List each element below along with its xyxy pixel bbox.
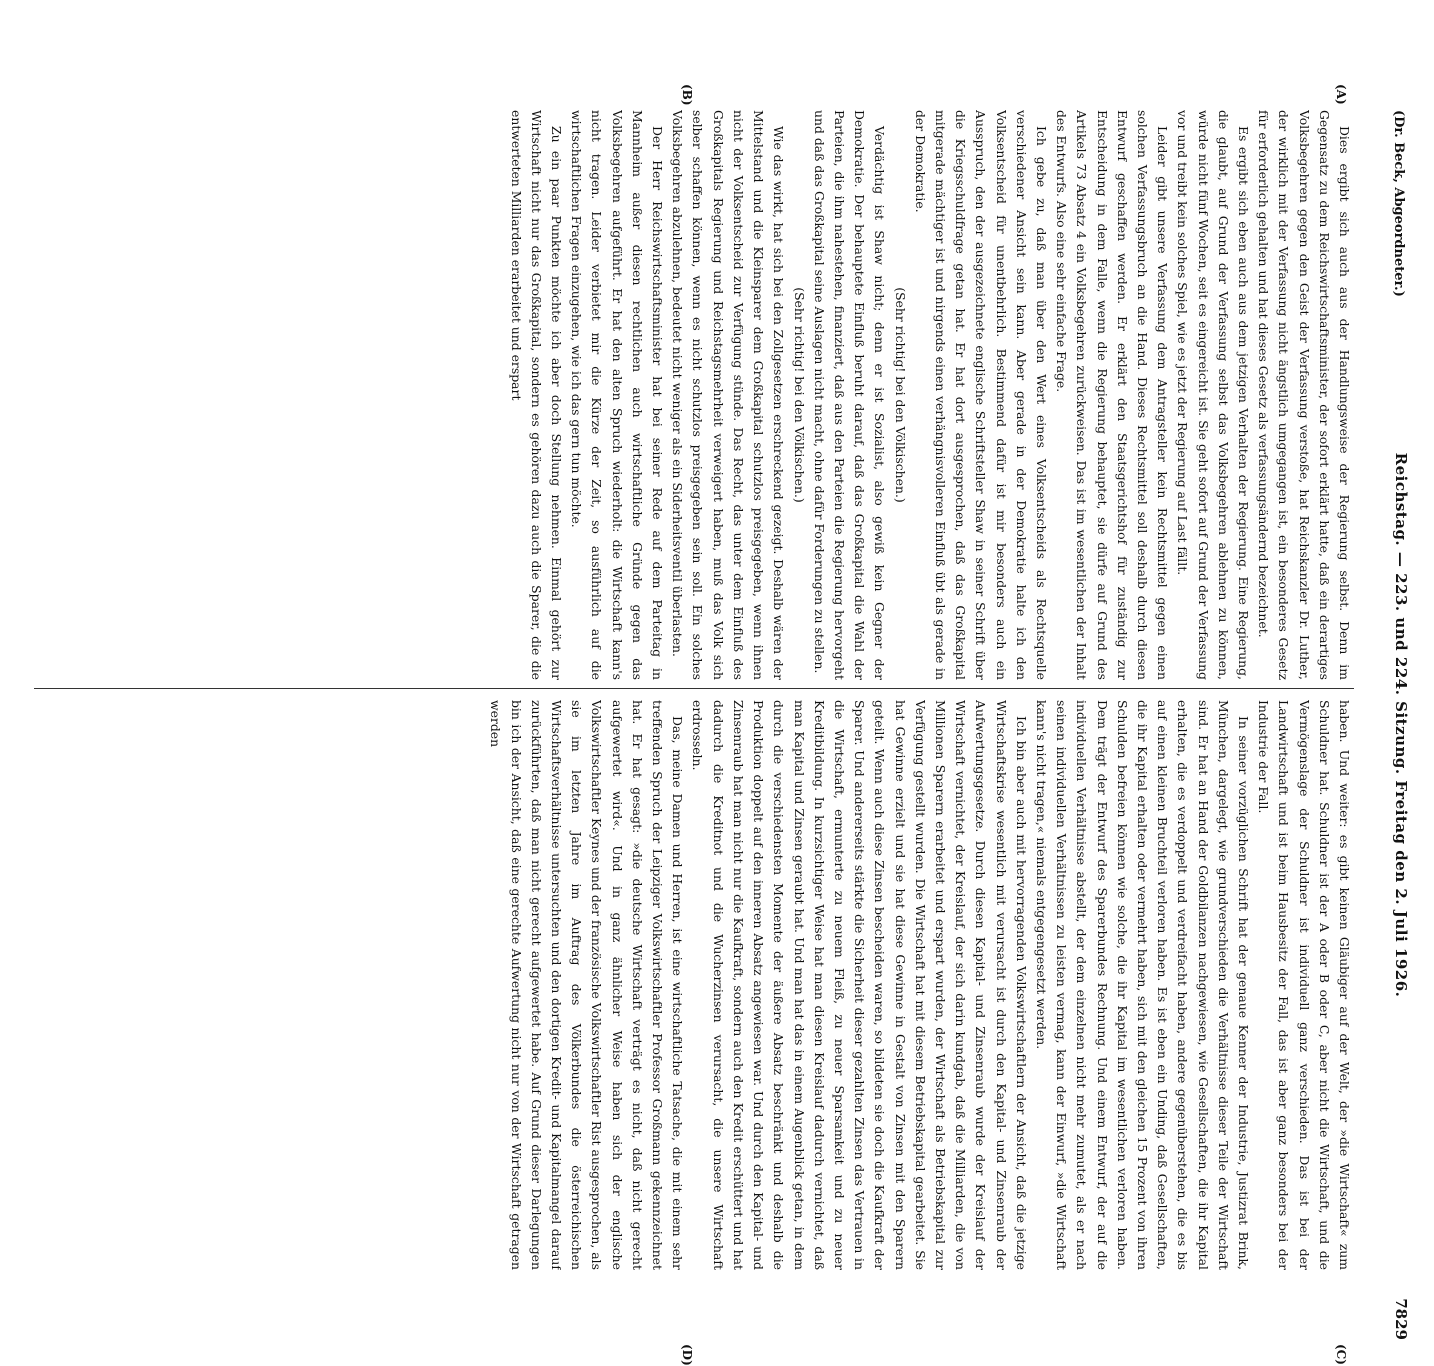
interjection: (Sehr richtig! bei den Völkischen.)	[892, 287, 908, 503]
paragraph: Leider gibt unsere Verfassung dem Antragsteller kein Rechtsmittel gegen einen solchen Verfassungsbruch an die Hand. Dieses Rechtsmittel soll deshalb durch diesen Entwurf geschaffen werden. Er erklärt den Staatsgerichtshof für zuständig zur Entscheidung in dem Falle, wenn die Regierung behauptet, sie dürfe auf Grund des Artikels 73 Absatz 4 ein Volksbegehren zurückweisen. Das ist im wesentlichen der Inhalt des Entwurfs. Also eine sehr einfache Frage.	[1054, 110, 1171, 680]
paragraph: Zu ein paar Punkten möchte ich aber doch Stellung nehmen. Einmal gehört zur Wirtschaft nicht nur das Großkapital, sondern es gehören dazu auch die Sparer, die die entwerteten Milliarden erarbeitet und erspart	[508, 110, 565, 680]
page-number: 7829	[1392, 1298, 1410, 1340]
paragraph: Verdächtig ist Shaw nicht; denn er ist Sozialist, also gewiß kein Gegner der Demokratie. Der behauptete Einfluß beruht darauf, daß das Großkapital die Wahl der Parteien, die ihm nahestehen, finanziert, daß aus den Parteien die Regierung hervorgeht und daß das Großkapital seine Auslagen nicht macht, ohne dafür Forderungen zu stellen.	[811, 110, 888, 680]
paragraph: In seiner vorzüglichen Schrift hat der genaue Kenner der Industrie, Justizrat Brink, München, dargelegt, wie grundverschieden die Verhältnisse dieser Teile der Wirtschaft sind. Er hat an Hand der Goldbilanzen nachgewiesen, wie Gesellschaften, die ihr Kapital erhalten, die es verdoppelt und verdreifacht haben, andere gegenüberstehen, die es bis auf einen kleinen Bruchteil verloren haben. Es ist eben ein Unding, daß Gesellschaften, die ihr Kapital erhalten oder vermehrt haben, sich mit den gleichen 15 Prozent von ihren Schulden befreien können wie solche, die ihr Kapital im wesentlichen verloren haben. Dem trägt der Entwurf des Sparerbundes Rechnung. Und einem Entwurf, der auf die individuellen Verhältnisse abstellt, der dem einzelnen nicht mehr zumutet, als er nach seinen individuellen Verhältnissen zu leisten vermag, kann der Einwurf, »die Wirtschaft kann's nicht tragen,« niemals entgegengesetzt werden.	[1033, 700, 1251, 1270]
paragraph: Es ergibt sich eben auch aus dem jetzigen Verhalten der Regierung. Eine Regierung, die glaubt, auf Grund der Verfassung selbst das Volksbegehren ablehnen zu können, würde nicht fünf Wochen, seit es eingereicht ist. Sie geht sofort auf Grund der Verfassung vor und treibt kein solches Spiel, wie es jetzt der Regierung auf Last fällt.	[1175, 110, 1251, 680]
left-column	[34, 110, 1354, 680]
paragraph: Ich bin aber auch mit hervorragenden Volkswirtschaftlern der Ansicht, daß die jetzige Wirtschaftskrise wesentlich mit verursacht ist durch den Kapital- und Zinsenraub der Aufwertungsgesetze. Durch diesen Kapital- und Zinsenraub wurde der Kreislauf der Wirtschaft vernichtet, der Kreislauf, der sich darin kundgab, daß die Milliarden, die von Millionen Sparern erarbeitet und erspart wurden, der Wirtschaft als Betriebskapital zur Verfügung gestellt wurden. Die Wirtschaft hat mit diesem Betriebskapital gearbeitet. Sie hat Gewinne erzielt und sie hat diese Gewinne in Gestalt von Zinsen mit den Sparern geteilt. Wenn auch diese Zinsen bescheiden waren, so bildeten sie doch die Kaufkraft der Sparer. Und andererseits stärkte die Sicherheit dieser gezahlten Zinsen das Vertrauen in die Wirtschaft, ermunterte zu neuem Fleiß, zu neuer Sparsamkeit und zu neuer Kreditbildung. In kurzsichtiger Weise hat man diesen Kreislauf dadurch vernichtet, daß man Kapital und Zinsen geraubt hat. Und man hat das in einem Augenblick getan, in dem durch die verschiedensten Momente der äußere Absatz beschränkt und deshalb die Produktion doppelt auf den inneren Absatz angewiesen war. Und durch den Kapital- und Zinsenraub hat man nicht nur die Kaufkraft, sondern auch den Kredit erschüttert und hat dadurch die Kreditnot und die Wucherzinsen verursacht, die unsere Wirtschaft erdrosseln.	[690, 700, 1029, 1270]
paragraph: Wie das wirkt, hat sich bei den Zollgesetzen erschreckend gezeigt. Deshalb wären der Mittelstand und die Kleinsparer dem Großkapital schutzlos preisgegeben, wenn ihnen nicht der Volksentscheid zur Verfügung stünde. Das Recht, das unter dem Einfluß des Großkapitals Regierung und Reichstagsmehrheit verweigert haben, muß das Volk sich selber schaffen können, wenn es nicht schutzlos preisgegeben sein soll. Ein solches Volksbegehren abzulehnen, bedeutet nicht weniger als ein Siderheitsventil überlasten.	[670, 110, 787, 680]
speaker-label: (Dr. Beck, Abgeordneter.)	[1391, 110, 1406, 297]
session-title: Reichstag. — 223. und 224. Sitzung. Freitag den 2. Juli 1926.	[1392, 452, 1410, 998]
paragraph: Ich gebe zu, daß man über den Wert eines Volksentscheids als Rechtsquelle verschiedener Ansicht sein kann. Aber gerade in der Demokratie halte ich den Volksentscheid für unentbehrlich. Bestimmend dafür ist mir besonders auch ein Ausspruch, den der ausgezeichnete englische Schriftsteller Shaw in seiner Schrift über die Kriegsschuldfrage getan hat. Er hat dort ausgesprochen, daß das Großkapital mitgerade mächtiger ist und nirgends einen verhängnisvolleren Einfluß übt als gerade in der Demokratie.	[912, 110, 1049, 680]
marker-a: (A)	[1334, 84, 1348, 105]
right-column	[34, 700, 1354, 1270]
interjection: (Sehr richtig! bei den Völkischen.)	[791, 287, 807, 503]
column-divider	[34, 688, 1354, 689]
marker-d: (D)	[680, 1344, 694, 1366]
page-header	[1376, 110, 1416, 1340]
paragraph: haben. Und weiter: es gibt keinen Gläubiger auf der Welt, der »die Wirtschaft« zum Schuldner hat. Schuldner ist der A oder B oder C, aber nicht die Wirtschaft, und die Vermögenslage der Schuldner ist individuell ganz verschieden. Das ist bei der Landwirtschaft und ist beim Hausbesitz der Fall, das ist aber ganz besonders bei der Industrie der Fall.	[1256, 700, 1352, 1270]
paragraph: Dies ergibt sich auch aus der Handlungsweise der Regierung selbst. Denn im Gegensatz zu dem Reichswirtschaftsminister, der sofort erklärt hatte, daß ein derartiges Volksbegehren gegen den Geist der Verfassung verstoße, hat Reichskanzler Dr. Luther, der wirklich mit der Verfassung nicht ängstlich umgegangen ist, ein besonderes Gesetz für erforderlich gehalten und hat dieses Gesetz als verfassungsändernd bezeichnet.	[1256, 110, 1352, 680]
marker-b: (B)	[680, 84, 694, 106]
marker-c: (C)	[1334, 1344, 1348, 1365]
paragraph: Der Herr Reichswirtschaftsminister hat bei seiner Rede auf dem Parteitag in Mannheim außer diesen rechtlichen auch wirtschaftliche Gründe gegen das Volksbegehren aufgeführt. Er hat den alten Spruch wiederholt: die Wirtschaft kann's nicht tragen. Leider verbietet mir die Kürze der Zeit, so ausführlich auf die wirtschaftlichen Fragen einzugehen, wie ich das gern tun möchte.	[569, 110, 666, 680]
paragraph: Das, meine Damen und Herren, ist eine wirtschaftliche Tatsache, die mit einem sehr treffenden Spruch der Leipziger Volkswirtschaftler Professor Großmann gekennzeichnet hat. Er hat gesagt: »die deutsche Wirtschaft verträgt es nicht, daß nicht gerecht aufgewertet wird«. Und in ganz ähnlicher Weise haben sich der englische Volkswirtschaftler Keynes und der französische Volkswirtschaftler Rist ausgesprochen, als sie im letzten Jahre im Auftrag des Völkerbundes die österreichischen Wirtschaftsverhältnisse untersuchten und den dortigen Kredit- und Kapitalmangel darauf zurückführten, daß man nicht gerecht aufgewertet habe. Auf Grund dieser Darlegungen bin ich der Ansicht, daß eine gerechte Aufwertung nicht nur von der Wirtschaft getragen werden	[488, 700, 686, 1270]
